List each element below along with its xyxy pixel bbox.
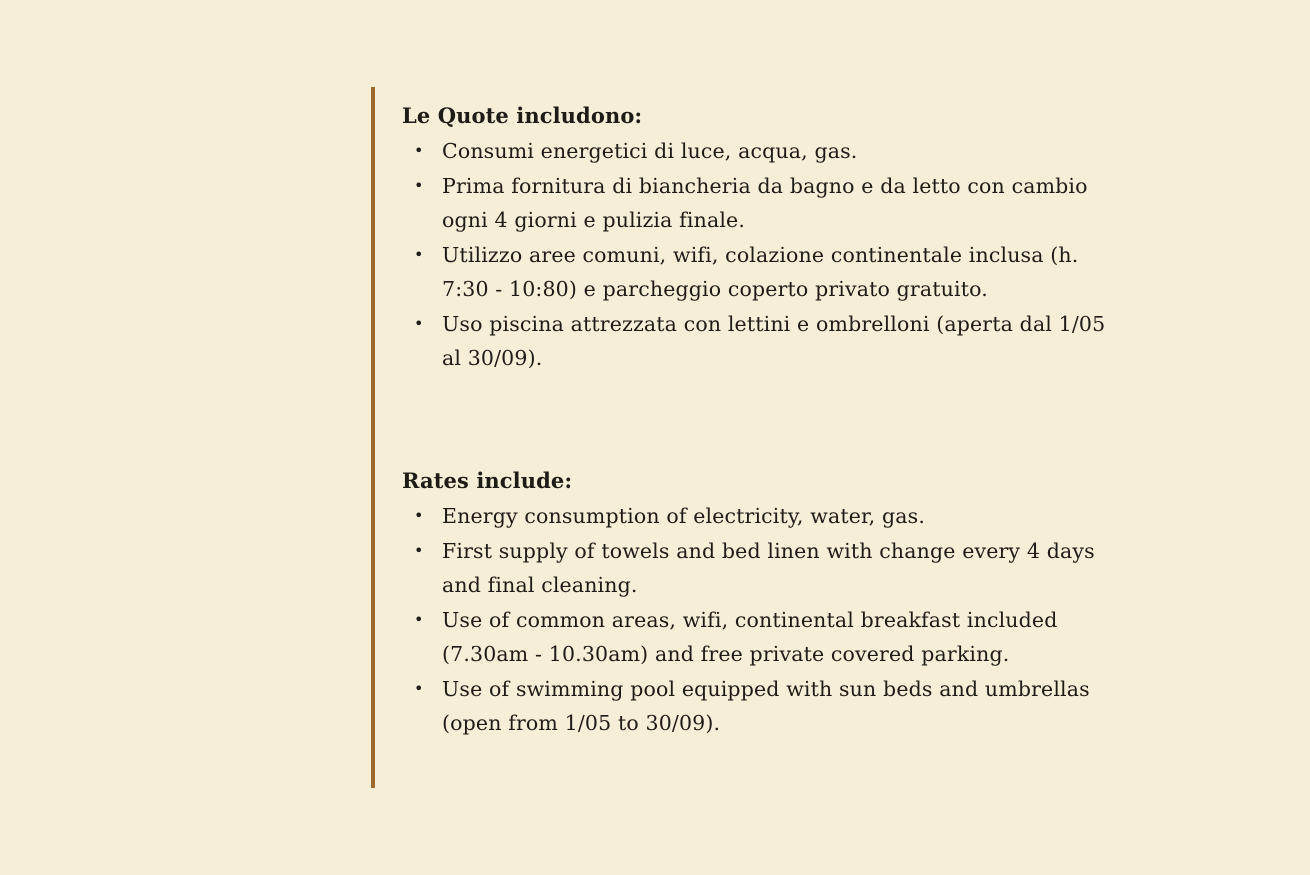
list-item	[402, 134, 1112, 169]
bullet-icon: •	[414, 175, 424, 195]
list-item	[402, 169, 1112, 238]
bullet-icon: •	[414, 506, 424, 525]
bullet-icon: •	[414, 141, 424, 160]
italian-inclusions-list	[402, 134, 1112, 376]
english-section-title: Rates include:	[402, 468, 573, 493]
list-item-text: First supply of towels and bed linen with change every 4 days and final cleaning.	[442, 538, 1095, 597]
rates-info-block	[371, 87, 1111, 788]
bullet-icon: •	[414, 678, 424, 698]
list-item	[402, 603, 1112, 672]
list-item	[402, 672, 1112, 741]
bullet-icon: •	[414, 244, 424, 264]
list-item	[402, 534, 1112, 603]
list-item-text: Use of swimming pool equipped with sun beds and umbrellas (open from 1/05 to 30/09).	[442, 676, 1090, 735]
english-inclusions-list	[402, 499, 1112, 741]
italian-section-title: Le Quote includono:	[402, 103, 643, 128]
bullet-icon: •	[414, 609, 424, 629]
list-item	[402, 307, 1112, 376]
list-item-text: Prima fornitura di biancheria da bagno e da letto con cambio ogni 4 giorni e pulizia finale.	[442, 173, 1088, 232]
bullet-icon: •	[414, 540, 424, 560]
list-item-text: Use of common areas, wifi, continental breakfast included (7.30am - 10.30am) and free private covered parking.	[442, 607, 1058, 666]
italian-rates-section	[402, 101, 1112, 376]
list-item	[402, 499, 1112, 534]
list-item-text: Utilizzo aree comuni, wifi, colazione continentale inclusa (h. 7:30 - 10:80) e parcheggio coperto privato gratuito.	[442, 242, 1079, 301]
english-rates-section	[402, 466, 1112, 741]
list-item	[402, 238, 1112, 307]
list-item-text: Uso piscina attrezzata con lettini e ombrelloni (aperta dal 1/05 al 30/09).	[442, 311, 1106, 370]
list-item-text: Energy consumption of electricity, water, gas.	[442, 504, 925, 528]
list-item-text: Consumi energetici di luce, acqua, gas.	[442, 139, 858, 163]
bullet-icon: •	[414, 313, 424, 333]
